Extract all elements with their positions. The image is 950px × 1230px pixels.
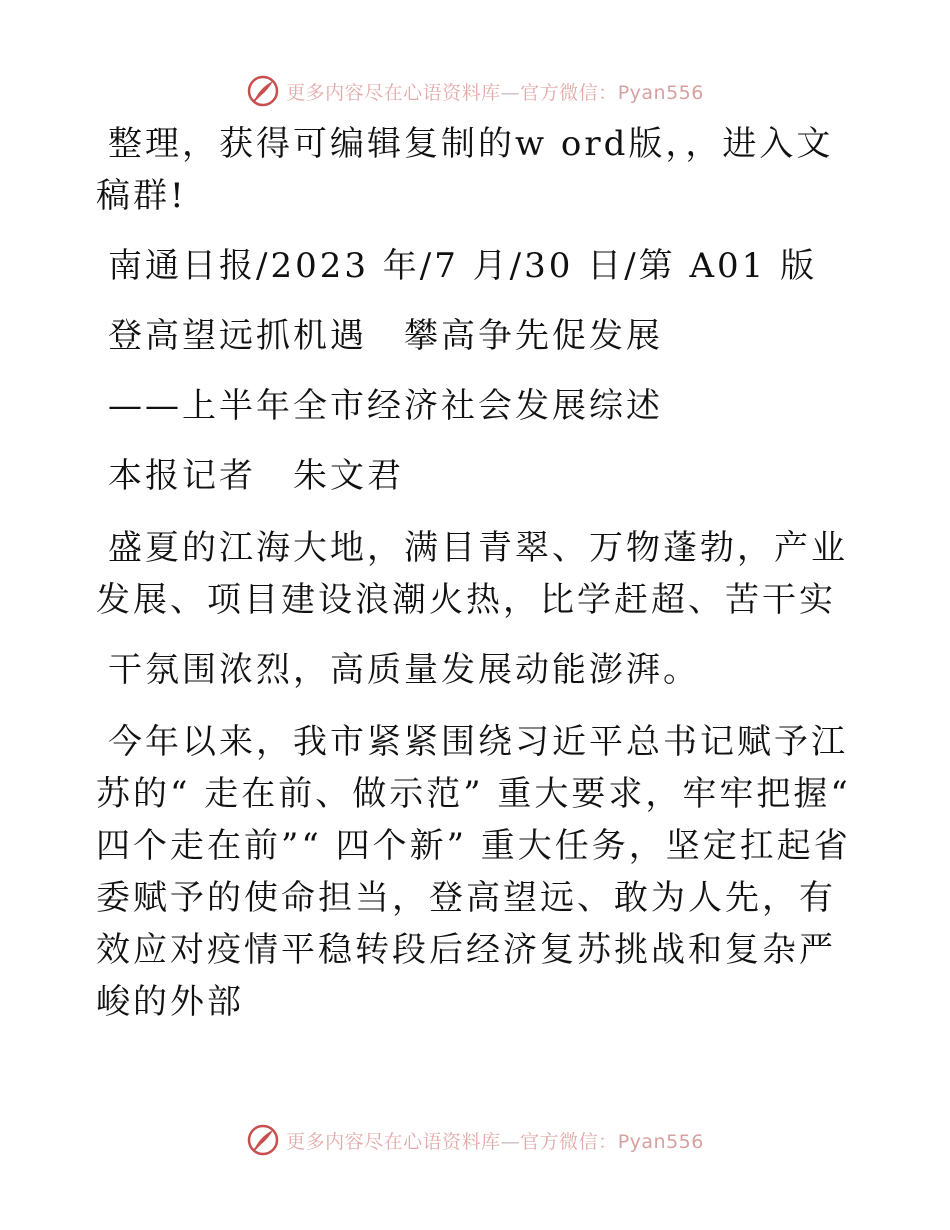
watermark-label: 官方微信： — [520, 81, 618, 104]
watermark-separator: — — [500, 1130, 521, 1153]
header-watermark — [0, 71, 950, 111]
article-subtitle: ——上半年全市经济社会发展综述 — [108, 386, 663, 426]
feather-pen-logo-icon — [246, 1123, 280, 1157]
document-body — [96, 118, 856, 1028]
watermark-label: 官方微信： — [520, 1130, 618, 1153]
watermark-wechat-id: Pyan556 — [617, 81, 704, 104]
watermark-text — [286, 78, 704, 105]
watermark-brand: 更多内容尽在心语资料库 — [286, 81, 501, 104]
watermark-brand: 更多内容尽在心语资料库 — [286, 1130, 501, 1153]
paragraph-3: 今年以来，我市紧紧围绕习近平总书记赋予江苏的“ 走在前、做示范” 重大要求，牢牢把握“ 四个走在前”“ 四个新” 重大任务，坚定扛起省委赋予的使命担当，登高望远、敢为人先，有效应对疫情平稳转段后经济复苏挑战和复杂严峻的外部 — [96, 722, 851, 1022]
watermark-text — [286, 1127, 704, 1154]
article-title: 登高望远抓机遇 攀高争先促发展 — [108, 316, 663, 356]
source-line: 南通日报/2023 年/7 月/30 日/第 A01 版 — [108, 246, 818, 286]
notice-text: 整理，获得可编辑复制的w ord版，，进入文稿群! — [96, 124, 834, 216]
feather-pen-logo-icon — [246, 74, 280, 108]
watermark-wechat-id: Pyan556 — [617, 1130, 704, 1153]
watermark-separator: — — [500, 81, 521, 104]
byline: 本报记者 朱文君 — [108, 456, 404, 496]
footer-watermark — [0, 1120, 950, 1160]
paragraph-1: 盛夏的江海大地，满目青翠、万物蓬勃，产业发展、项目建设浪潮火热，比学赶超、苦干实 — [96, 528, 848, 620]
paragraph-2: 干氛围浓烈，高质量发展动能澎湃。 — [108, 650, 700, 690]
